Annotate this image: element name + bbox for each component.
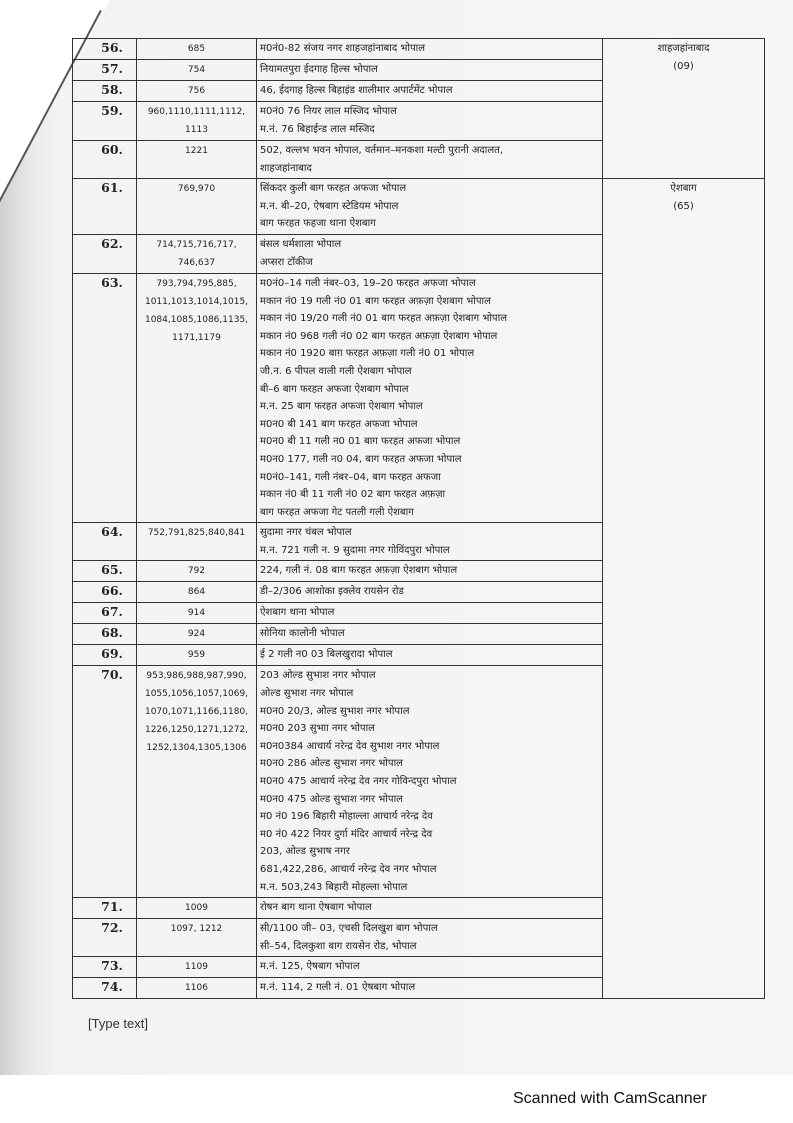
- address-cell: [257, 582, 603, 603]
- case-ids-line: 1221: [185, 146, 208, 156]
- address-cell: [257, 603, 603, 624]
- address-line: सोनिया कालोनी भोपाल: [260, 628, 345, 640]
- area-name: ऐशबाग: [670, 183, 697, 195]
- row-number: 64.: [73, 523, 137, 561]
- address-line: म0न0384 आचार्य नरेन्द्र देव सुभाश नगर भोपाल: [260, 740, 440, 752]
- table-row: [73, 39, 765, 60]
- address-line: सिंकदर कुली बाग फरहत अफजा भोपाल: [260, 183, 407, 195]
- case-ids-line: 1070,1071,1166,1180,: [144, 707, 249, 718]
- address-line: म0न0 475 ओल्ड सुभाश नगर भोपाल: [260, 793, 403, 805]
- address-line: 46, ईदगाह हिल्स बिहाइंड शालीमार अपार्टमेंट भोपाल: [260, 85, 453, 96]
- address-line: अप्सरा टॉकीज: [260, 256, 313, 268]
- address-line: म.नं. 114, 2 गली नं. 01 ऐषबाग भोपाल: [260, 982, 416, 994]
- address-line: म0न0 203 सुभाा नगर भोपाल: [260, 723, 375, 735]
- case-ids-line: 1009: [185, 903, 208, 914]
- address-line: म0न0 475 आचार्य नरेन्द्र देव नगर गोविन्दपुरा भोपाल: [260, 776, 457, 788]
- address-cell: [257, 39, 603, 60]
- row-number: 63.: [73, 273, 137, 522]
- address-line: जी.न. 6 पीपल वाली गली ऐशबाग भोपाल: [260, 365, 412, 377]
- case-ids-line: 1055,1056,1057,1069,: [144, 689, 249, 700]
- case-ids-cell: [137, 561, 257, 582]
- table-row: [73, 179, 765, 235]
- address-line: म0न0 20/3, ओल्ड सुभाश नगर भोपाल: [260, 705, 410, 717]
- address-cell: [257, 898, 603, 919]
- case-ids-cell: [137, 523, 257, 561]
- case-ids-line: 1171,1179: [172, 332, 221, 343]
- address-line: 681,422,286, आचार्य नरेन्द्र देव नगर भोपाल: [260, 864, 437, 875]
- row-number: 70.: [73, 666, 137, 898]
- case-ids-cell: [137, 666, 257, 898]
- row-number: 60.: [73, 141, 137, 179]
- address-cell: [257, 60, 603, 81]
- case-ids-line: 752,791,825,840,841: [147, 528, 246, 539]
- address-line: सुदामा नगर चंबल भोपाल: [260, 527, 352, 539]
- row-number: 68.: [73, 624, 137, 645]
- case-ids-line: 685: [187, 44, 206, 54]
- case-ids-cell: [137, 582, 257, 603]
- address-line: ऐशबाग थाना भोपाल: [260, 607, 335, 619]
- case-ids-line: 1252,1304,1305,1306: [146, 743, 247, 754]
- row-number: 74.: [73, 978, 137, 999]
- case-ids-cell: [137, 919, 257, 957]
- row-number: 62.: [73, 234, 137, 273]
- row-number: 67.: [73, 603, 137, 624]
- case-ids-line: 953,986,988,987,990,: [146, 671, 247, 682]
- case-ids-line: 959: [187, 650, 206, 661]
- case-ids-line: 1226,1250,1271,1272,: [144, 725, 249, 736]
- row-number: 57.: [73, 60, 137, 81]
- case-ids-line: 924: [187, 629, 206, 640]
- address-line: शाहजहांनाबाद: [260, 162, 312, 174]
- address-line: बाग फरहत अफजा गेट पतली गली ऐशबाग: [260, 506, 414, 518]
- case-ids-line: 1011,1013,1014,1015,: [144, 296, 249, 307]
- case-ids-line: 960,1110,1111,1112,: [147, 107, 246, 117]
- address-line: मकान नं0 बी 11 गली नं0 02 बाग फरहत अफ़ज़ा: [260, 489, 446, 501]
- address-line: म.नं. 76 बिहाईन्ड लाल मस्जिद: [260, 123, 375, 135]
- address-line: म0नं0–14 गली नंबर–03, 19–20 फरहत अफजा भोपाल: [260, 277, 476, 289]
- area-count: (65): [673, 201, 694, 213]
- row-number: 61.: [73, 179, 137, 235]
- address-line: म0न0 बी 141 बाग फरहत अफजा भोपाल: [260, 418, 418, 430]
- address-line: ओल्ड सुभाश नगर भोपाल: [260, 688, 354, 700]
- address-line: नियामतपुरा ईदगाह हिल्स भोपाल: [260, 64, 378, 75]
- address-line: डी–2/306 आशोका इक्लेव रायसेन रोड: [260, 586, 404, 598]
- case-ids-line: 914: [187, 608, 206, 619]
- case-ids-cell: [137, 957, 257, 978]
- address-line: म.न. 503,243 बिहारी मोहल्ला भोपाल: [260, 881, 408, 893]
- case-ids-line: 1106: [185, 983, 208, 994]
- row-number: 58.: [73, 81, 137, 102]
- address-line: बाग फरहत फहजा थाना ऐशबाग: [260, 218, 376, 230]
- address-line: सी–54, दिलकुशा बाग रायसेन रोड, भोपाल: [260, 940, 417, 952]
- address-line: 502, वल्लभ भवन भोपाल, वर्तमान–मनकशा मल्टी पुरानी अदालत,: [260, 145, 504, 156]
- address-line: बंसल धर्मशाला भोपाल: [260, 238, 342, 250]
- address-cell: [257, 645, 603, 666]
- row-number: 56.: [73, 39, 137, 60]
- address-line: म.न. 25 बाग फरहत अफजा ऐशबाग भोपाल: [260, 401, 423, 413]
- address-cell: [257, 273, 603, 522]
- case-ids-line: 756: [187, 86, 206, 96]
- case-ids-cell: [137, 603, 257, 624]
- address-cell: [257, 523, 603, 561]
- case-ids-cell: [137, 978, 257, 999]
- case-ids-line: 754: [187, 65, 206, 75]
- address-line: बी–6 बाग फरहत अफजा ऐशबाग भोपाल: [260, 383, 409, 395]
- address-line: मकान नं0 1920 बाग़ फरहत अफ़ज़ा गली नं0 01 भोपाल: [260, 348, 475, 360]
- case-ids-line: 864: [187, 587, 206, 598]
- address-line: म0न0 286 ओल्ड सुभाश नगर भोपाल: [260, 758, 403, 770]
- case-ids-line: 1084,1085,1086,1135,: [144, 314, 249, 325]
- case-ids-cell: [137, 179, 257, 235]
- case-ids-cell: [137, 141, 257, 179]
- address-cell: [257, 978, 603, 999]
- case-ids-cell: [137, 645, 257, 666]
- row-number: 73.: [73, 957, 137, 978]
- address-line: मकान नं0 968 गली नं0 02 बाग फरहत अफ़ज़ा ऐशबाग भोपाल: [260, 330, 498, 342]
- address-line: 224, गली नं. 08 बाग फरहत अफ़ज़ा ऐशबाग भोपाल: [260, 565, 458, 577]
- address-line: सी/1100 जी– 03, एचसी दिलखुश बाग भोपाल: [260, 923, 438, 935]
- address-line: म0न0 177, गली न0 04, बाग फरहत अफजा भोपाल: [260, 453, 462, 465]
- address-line: म0न0 बी 11 गली न0 01 बाग फरहत अफजा भोपाल: [260, 436, 461, 448]
- case-ids-cell: [137, 39, 257, 60]
- address-line: 203, ओल्ड सुभाष नगर: [260, 846, 350, 858]
- row-number: 66.: [73, 582, 137, 603]
- case-ids-cell: [137, 234, 257, 273]
- address-table: [72, 38, 765, 999]
- address-line: म0नं0 76 नियर लाल मस्जिद भोपाल: [260, 106, 397, 117]
- area-group-cell: [603, 39, 765, 179]
- address-line: मकान नं0 19 गली नं0 01 बाग फरहत अफ़ज़ा ऐशबाग भोपाल: [260, 295, 491, 307]
- address-line: म0 नं0 422 नियर दुर्गा मंदिर आचार्य नरेन्द्र देव: [260, 828, 433, 840]
- camscanner-watermark: Scanned with CamScanner: [513, 1090, 707, 1107]
- address-line: म.न. 721 गली न. 9 सुदामा नगर गोविंदपुरा भोपाल: [260, 544, 450, 556]
- address-cell: [257, 102, 603, 141]
- address-table-body: [73, 39, 765, 999]
- address-cell: [257, 666, 603, 898]
- address-cell: [257, 81, 603, 102]
- row-number: 65.: [73, 561, 137, 582]
- row-number: 72.: [73, 919, 137, 957]
- address-line: ई 2 गली न0 03 बिलखुरादा भोपाल: [260, 649, 393, 661]
- area-group-cell: [603, 179, 765, 999]
- case-ids-line: 769,970: [177, 184, 216, 195]
- address-line: रोषन बाग थाना ऐषबाग भोपाल: [260, 902, 372, 914]
- case-ids-line: 746,637: [177, 257, 216, 268]
- case-ids-cell: [137, 81, 257, 102]
- area-name: शाहजहांनाबाद: [657, 43, 710, 54]
- address-line: मकान नं0 19/20 गली नं0 01 बाग फरहत अफ़ज़ा ऐशबाग भोपाल: [260, 313, 507, 325]
- address-cell: [257, 919, 603, 957]
- case-ids-line: 714,715,716,717,: [156, 239, 237, 250]
- address-cell: [257, 624, 603, 645]
- case-ids-cell: [137, 60, 257, 81]
- case-ids-cell: [137, 624, 257, 645]
- address-line: 203 ओल्ड सुभाश नगर भोपाल: [260, 670, 376, 682]
- case-ids-line: 1109: [185, 962, 208, 973]
- address-line: म0नं0-82 संजय नगर शाहजहांनाबाद भोपाल: [260, 43, 425, 54]
- row-number: 59.: [73, 102, 137, 141]
- case-ids-line: 1097, 1212: [170, 924, 223, 935]
- footer-placeholder-text: [Type text]: [88, 1016, 148, 1031]
- address-line: म.न. बी–20, ऐषबाग स्टेडियम भोपाल: [260, 200, 399, 212]
- case-ids-line: 1113: [185, 125, 208, 135]
- address-line: म0 नं0 196 बिहारी मोहाल्ला आचार्य नरेन्द्र देव: [260, 811, 433, 823]
- address-line: म0नं0–141, गली नंबर–04, बाग फरहत अफजा: [260, 471, 441, 483]
- row-number: 71.: [73, 898, 137, 919]
- address-cell: [257, 179, 603, 235]
- address-cell: [257, 957, 603, 978]
- case-ids-cell: [137, 102, 257, 141]
- area-count: (09): [673, 61, 694, 72]
- address-line: म.नं. 125, ऐषबाग भोपाल: [260, 961, 360, 973]
- case-ids-cell: [137, 273, 257, 522]
- case-ids-line: 793,794,795,885,: [156, 278, 237, 289]
- case-ids-line: 792: [187, 566, 206, 577]
- case-ids-cell: [137, 898, 257, 919]
- address-cell: [257, 234, 603, 273]
- address-cell: [257, 561, 603, 582]
- row-number: 69.: [73, 645, 137, 666]
- address-cell: [257, 141, 603, 179]
